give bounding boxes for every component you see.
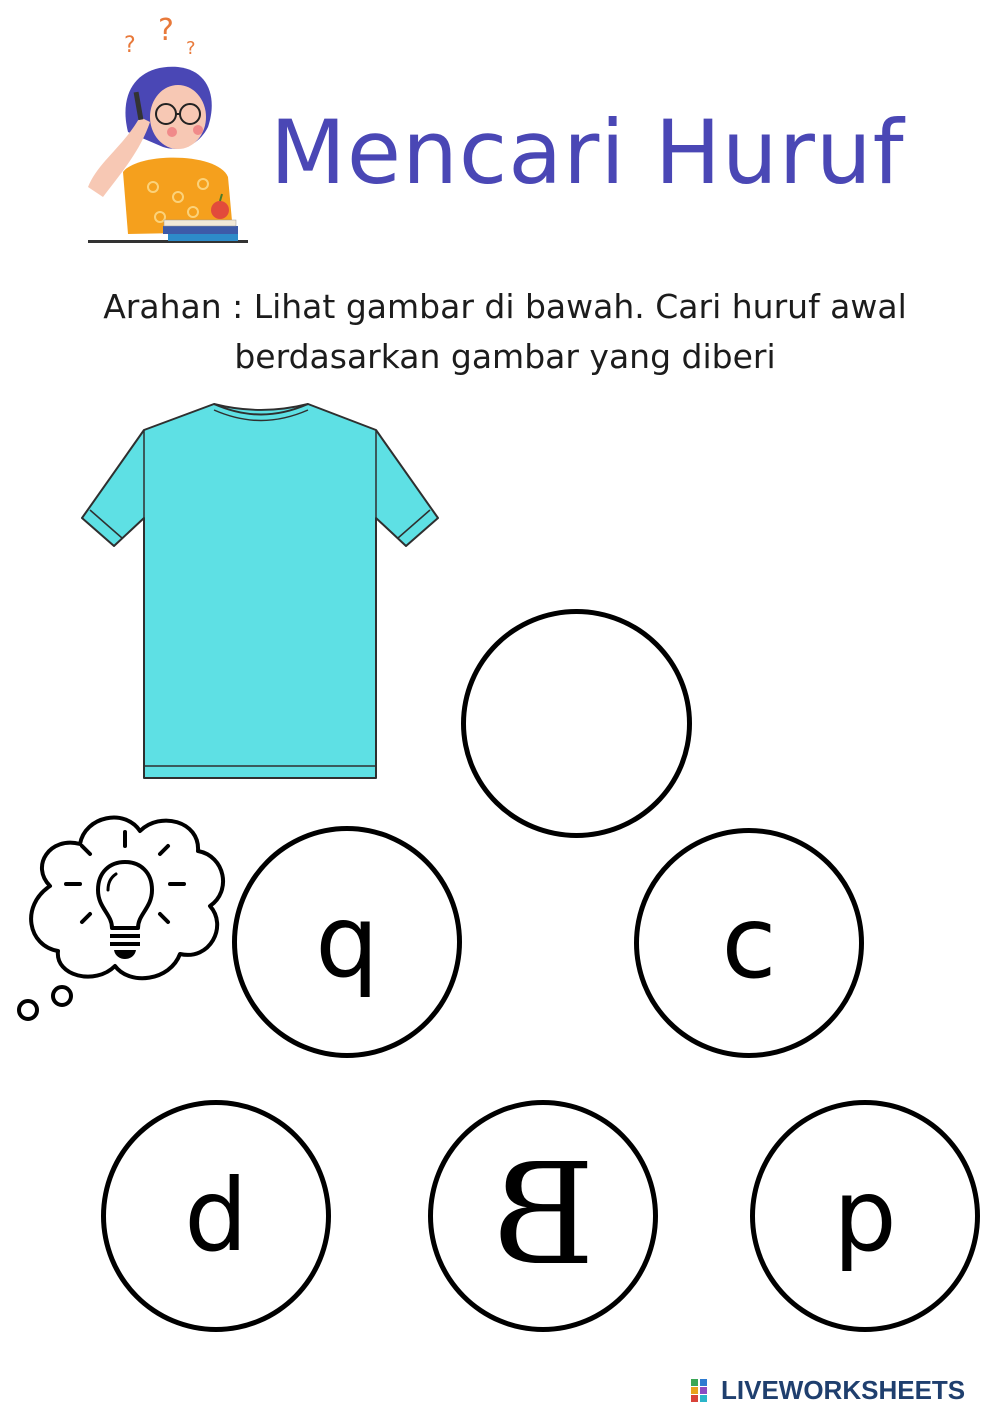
brand-name: LIVEWORKSHEETS: [721, 1374, 966, 1405]
thinking-girl-illustration: [68, 12, 248, 252]
liveworksheets-logo-icon: [690, 1376, 718, 1404]
instructions-line-2: berdasarkan gambar yang diberi: [234, 337, 776, 376]
letter-option-label: p: [833, 1157, 897, 1274]
instructions-line-1: Arahan : Lihat gambar di bawah. Cari huruf awal: [103, 287, 907, 326]
letter-option-label: B: [491, 1134, 595, 1297]
svg-text:?: ?: [158, 13, 174, 48]
letter-option-label: q: [315, 883, 379, 1000]
letter-option-d[interactable]: [101, 1100, 331, 1332]
letter-option-b-mirrored[interactable]: [428, 1100, 658, 1332]
letter-option-q[interactable]: [232, 826, 462, 1058]
answer-drop-zone[interactable]: [461, 609, 692, 838]
letter-option-p[interactable]: [750, 1100, 980, 1332]
liveworksheets-logo: [690, 1373, 965, 1407]
t-shirt-picture: [76, 400, 444, 784]
letter-option-label: d: [184, 1157, 248, 1274]
svg-text:?: ?: [124, 33, 136, 58]
instructions: [40, 282, 970, 382]
letter-option-label: c: [721, 884, 777, 1001]
page-title: Mencari Huruf: [270, 101, 905, 204]
svg-text:?: ?: [186, 38, 196, 59]
letter-option-c[interactable]: [634, 828, 864, 1058]
lightbulb-idea-icon: [10, 796, 240, 1026]
